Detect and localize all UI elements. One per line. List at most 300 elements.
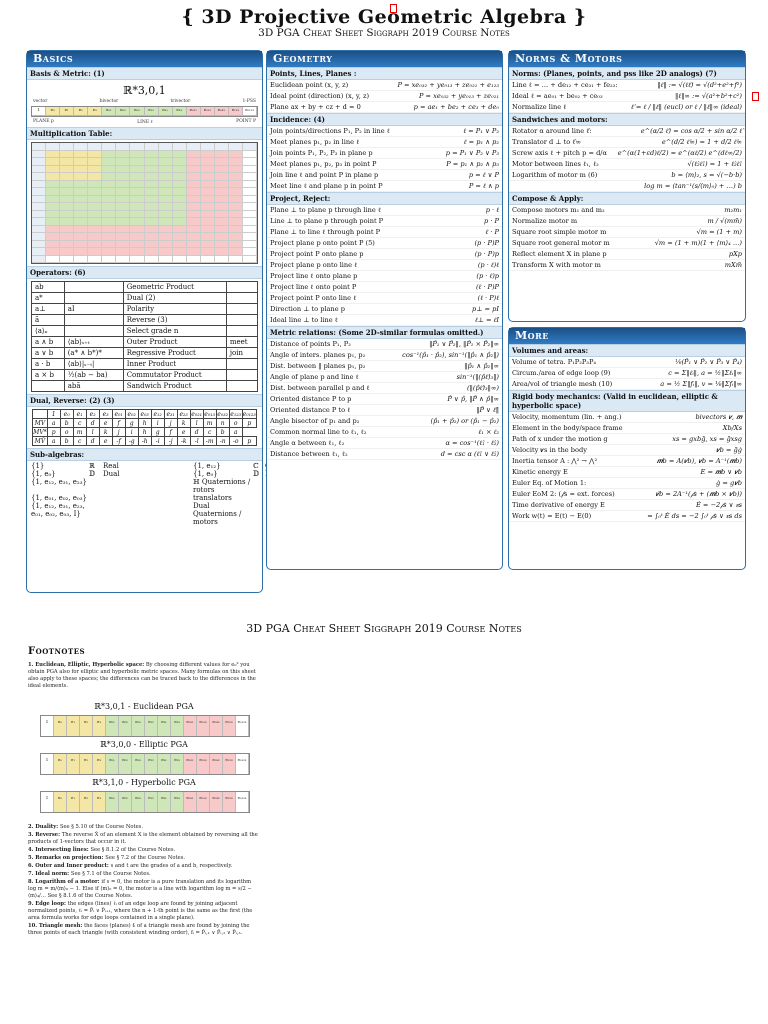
formula-expression: ℓ = p₁ ∧ p₂ bbox=[463, 138, 499, 146]
formula-label: Oriented distance P to p bbox=[270, 395, 352, 403]
dual-header-cell: e₀₂₁ bbox=[191, 410, 203, 418]
mult-cell bbox=[102, 188, 116, 196]
mult-cell bbox=[102, 203, 116, 211]
operator-alt: ⟨ab⟩ₛ₊ₜ bbox=[64, 337, 123, 348]
operator-extra bbox=[226, 282, 257, 293]
basis-cell: e₀₃ bbox=[130, 107, 144, 116]
subalgebra-cell: ℂ bbox=[253, 462, 259, 470]
mult-cell bbox=[102, 248, 116, 256]
mult-cell bbox=[32, 248, 46, 256]
formula-expression: E = 𝒎b ∨ 𝒗b bbox=[700, 468, 742, 476]
subalgebra-cell: {1, e₁₂} bbox=[193, 462, 221, 470]
footnote-text: The reverse X̃ of an element X is the element obtained by reversing all the products of 1-vectors that occur in it. bbox=[28, 832, 258, 845]
mult-cell bbox=[243, 241, 257, 249]
formula-row bbox=[509, 478, 745, 489]
formula-row bbox=[267, 438, 502, 449]
signature-cell: 1 bbox=[41, 716, 54, 736]
mult-cell bbox=[130, 188, 144, 196]
mult-cell bbox=[60, 241, 74, 249]
mult-cell bbox=[60, 173, 74, 181]
mult-cell bbox=[60, 151, 74, 159]
formula-label: Dist. between parallel p and ℓ bbox=[270, 384, 370, 392]
mult-cell bbox=[215, 143, 229, 151]
mult-cell bbox=[74, 248, 88, 256]
signature-cell: e₀₃ bbox=[132, 754, 145, 774]
dual-cell: j bbox=[164, 419, 177, 428]
mult-cell bbox=[201, 173, 215, 181]
subalgebra-cell bbox=[103, 494, 193, 502]
mult-cell bbox=[116, 233, 130, 241]
basis-cell: e₃ bbox=[88, 107, 102, 116]
operator-extra: join bbox=[226, 348, 257, 359]
basis-cell: e₀₁₃ bbox=[201, 107, 215, 116]
signature-cell: 1 bbox=[41, 792, 54, 812]
mult-cell bbox=[215, 151, 229, 159]
section-title: Project, Reject: bbox=[267, 192, 502, 205]
mult-cell bbox=[187, 218, 201, 226]
dual-header-cell: e₀₃₂ bbox=[217, 410, 229, 418]
signature-cell: e₀₁₃ bbox=[197, 754, 210, 774]
formula-row bbox=[509, 260, 745, 271]
subalgebra-cell: 𝔻 bbox=[89, 470, 96, 478]
dual-cell: i bbox=[151, 419, 164, 428]
signature-cell: e₀ bbox=[54, 754, 67, 774]
mult-cell bbox=[116, 158, 130, 166]
formula-row bbox=[509, 445, 745, 456]
footnote-title: 7. Ideal norm: bbox=[28, 871, 71, 877]
formula-expression: (ℓ · P)P bbox=[475, 283, 499, 291]
grade-label: 1-PSS bbox=[242, 99, 256, 104]
mult-cell bbox=[130, 218, 144, 226]
formula-label: Kinetic energy E bbox=[512, 468, 568, 476]
mult-cell bbox=[88, 256, 102, 264]
operator-row bbox=[32, 348, 258, 359]
footnote-title: 1. Euclidean, Elliptic, Hyperbolic space: bbox=[28, 662, 145, 668]
formula-row bbox=[267, 148, 502, 159]
mult-cell bbox=[215, 233, 229, 241]
mult-cell bbox=[229, 211, 243, 219]
formula-row bbox=[509, 500, 745, 511]
formula-label: Meet planes p₁, p₂, p₃ in point P bbox=[270, 160, 377, 168]
mult-cell bbox=[46, 256, 60, 264]
footnote-text: s and t are the grades of a and b, respectively. bbox=[110, 863, 233, 869]
mult-cell bbox=[74, 218, 88, 226]
mult-cell bbox=[145, 241, 159, 249]
formula-label: Join line ℓ and point P in plane p bbox=[270, 171, 379, 179]
formula-label: Euler Eq. of Motion 1: bbox=[512, 479, 587, 487]
dual-cell: m bbox=[203, 419, 216, 428]
operator-extra bbox=[226, 293, 257, 304]
subalgebra-cell bbox=[253, 494, 265, 502]
dual-cell: b bbox=[60, 419, 73, 428]
mult-cell bbox=[187, 241, 201, 249]
signature-cell: e₀ bbox=[54, 716, 67, 736]
mult-cell bbox=[46, 226, 60, 234]
subalgebra-cell: Dual bbox=[103, 470, 120, 478]
formula-label: Direction ⊥ to plane p bbox=[270, 305, 345, 313]
operator-alt bbox=[64, 293, 123, 304]
mult-cell bbox=[130, 151, 144, 159]
signature-cell: e₀₁ bbox=[106, 792, 119, 812]
operator-row bbox=[32, 282, 258, 293]
mult-cell bbox=[159, 211, 173, 219]
formula-row bbox=[509, 102, 745, 113]
mult-cell bbox=[173, 166, 187, 174]
formula-label: Meet planes p₁, p₂ in line ℓ bbox=[270, 138, 360, 146]
signature-cell: e₁₂ bbox=[145, 754, 158, 774]
formula-expression: (p̂₁ + p̂₂) or (p̂₁ − p̂₂) bbox=[430, 417, 499, 425]
mult-cell bbox=[229, 241, 243, 249]
mult-cell bbox=[173, 248, 187, 256]
signature-cell: e₂ bbox=[80, 754, 93, 774]
mult-cell bbox=[74, 158, 88, 166]
dual-header-cell: e₀₁₂₃ bbox=[242, 410, 256, 418]
dual-cell: l bbox=[190, 419, 203, 428]
dual-header-cell: 1 bbox=[47, 410, 60, 419]
annotation-marker bbox=[752, 92, 759, 101]
mult-cell bbox=[32, 241, 46, 249]
mult-cell bbox=[88, 248, 102, 256]
mult-cell bbox=[215, 181, 229, 189]
footnote-text: the faces (planes) fᵢ of a triangle mesh are found by joining the three points of each triangle (with consistent winding order), fᵢ = P̂ᵢ,₁ ∨ P̂ᵢ,₂ ∨ P̂ᵢ,₃. bbox=[28, 923, 250, 936]
dual-cell: a bbox=[47, 437, 60, 446]
mult-cell bbox=[130, 226, 144, 234]
mult-cell bbox=[46, 181, 60, 189]
mult-cell bbox=[88, 188, 102, 196]
signature-elliptic-table bbox=[40, 753, 250, 775]
operator-alt: ½(ab − ba) bbox=[64, 370, 123, 381]
mult-cell bbox=[187, 211, 201, 219]
mult-cell bbox=[74, 211, 88, 219]
mult-cell bbox=[145, 143, 159, 151]
signature-euclidean-table bbox=[40, 715, 250, 737]
signature-cell: e₁₂₃ bbox=[223, 754, 236, 774]
mult-cell bbox=[229, 166, 243, 174]
signature-cell: e₀₂ bbox=[119, 754, 132, 774]
mult-cell bbox=[243, 196, 257, 204]
operator-extra bbox=[226, 381, 257, 392]
mult-cell bbox=[243, 248, 257, 256]
formula-label: Distance of points P₁, P₂ bbox=[270, 340, 351, 348]
mult-cell bbox=[102, 218, 116, 226]
signature-cell: e₃₁ bbox=[158, 754, 171, 774]
footnote-title: 5. Remarks on projection: bbox=[28, 855, 106, 861]
dual-cell: -h bbox=[138, 437, 151, 446]
footnotes-list bbox=[28, 824, 260, 938]
formula-expression: √m = (1 + m)(1 + ⟨m⟩₄ …) bbox=[654, 239, 742, 247]
mult-cell bbox=[46, 158, 60, 166]
formula-expression: ℓ₁ × ℓ₂ bbox=[478, 428, 499, 436]
formula-label: Reflect element X in plane p bbox=[512, 250, 607, 258]
more-heading: More bbox=[509, 328, 745, 344]
formula-row bbox=[267, 227, 502, 238]
mult-cell bbox=[187, 173, 201, 181]
operator-row bbox=[32, 315, 258, 326]
formula-expression: = ∫₀ᵗ Ė ds = −2 ∫₀ᵗ 𝒻s ∨ 𝒗s ds bbox=[647, 512, 742, 520]
formula-label: Project plane p onto point P (5) bbox=[270, 239, 375, 247]
operator-symbol: a · b bbox=[32, 359, 65, 370]
footnote-1 bbox=[28, 662, 260, 690]
mult-cell bbox=[229, 151, 243, 159]
dual-cell: h bbox=[138, 419, 151, 428]
operator-extra bbox=[226, 304, 257, 315]
footnote-text: See § 8.1.2 of the Course Notes. bbox=[90, 847, 176, 853]
operator-alt bbox=[64, 282, 123, 293]
dual-header-cell: e₃₁ bbox=[164, 410, 177, 419]
basis-cell: 1 bbox=[32, 107, 46, 116]
mult-cell bbox=[102, 256, 116, 264]
mult-cell bbox=[187, 233, 201, 241]
operator-name: Commutator Product bbox=[123, 370, 226, 381]
mult-cell bbox=[229, 226, 243, 234]
norms-heading: Norms & Motors bbox=[509, 51, 745, 67]
mult-cell bbox=[173, 226, 187, 234]
dual-cell: b bbox=[216, 428, 229, 437]
formula-row bbox=[267, 126, 502, 137]
formula-expression: a = ½ Σ‖fᵢ‖, v = ⅙‖Σfᵢ‖∞ bbox=[660, 380, 742, 388]
formula-expression: (p · P)p bbox=[474, 250, 499, 258]
mult-cell bbox=[32, 158, 46, 166]
formula-expression: ‖ℓ‖∞ := √(a²+b²+c²) bbox=[675, 92, 742, 100]
formula-expression: sin⁻¹(‖(p̂ℓ̂)₃‖) bbox=[456, 373, 499, 381]
operator-symbol: ⟨a⟩ₙ bbox=[32, 326, 65, 337]
dual-row bbox=[33, 428, 257, 437]
mult-cell bbox=[145, 166, 159, 174]
dual-cell: d bbox=[190, 428, 203, 437]
signature-cell: e₀₃₂ bbox=[210, 792, 223, 812]
formula-label: Velocity, momentum (lin. + ang.) bbox=[512, 413, 622, 421]
formula-expression: cos⁻¹(p̂₁ · p̂₂), sin⁻¹(‖p̂₁ ∧ p̂₂‖) bbox=[402, 351, 499, 359]
subalgebra-cell bbox=[253, 478, 265, 494]
formula-row bbox=[509, 379, 745, 390]
formula-expression: p = P₁ ∨ P₂ ∨ P₃ bbox=[445, 149, 499, 157]
mult-cell bbox=[187, 151, 201, 159]
formula-row bbox=[267, 350, 502, 361]
dual-cell: -k bbox=[177, 437, 190, 446]
mult-cell bbox=[145, 151, 159, 159]
mult-cell bbox=[243, 233, 257, 241]
dual-cell: f bbox=[112, 419, 125, 428]
dual-cell: -l bbox=[190, 437, 203, 446]
mult-cell bbox=[215, 226, 229, 234]
formula-expression: c = Σ‖ℓᵢ‖, a = ½‖Σℓᵢ‖∞ bbox=[668, 369, 742, 377]
mult-cell bbox=[32, 151, 46, 159]
space-legend bbox=[27, 119, 262, 125]
formula-expression: P = xe₀₃₂ + ye₀₁₃ + ze₀₂₁ + e₁₂₃ bbox=[397, 81, 499, 89]
mult-cell bbox=[116, 166, 130, 174]
mult-cell bbox=[88, 241, 102, 249]
operator-symbol: ab bbox=[32, 282, 65, 293]
signature-cell: e₃₁ bbox=[158, 792, 171, 812]
signature-cell: e₀₂₁ bbox=[184, 792, 197, 812]
footnote bbox=[28, 855, 260, 862]
mult-cell bbox=[159, 256, 173, 264]
formula-row bbox=[267, 304, 502, 315]
mult-cell bbox=[32, 218, 46, 226]
dual-header-cell: e₂₃ bbox=[177, 410, 190, 419]
formula-row bbox=[509, 489, 745, 500]
mult-cell bbox=[229, 181, 243, 189]
footnote bbox=[28, 901, 260, 922]
dual-cell: -i bbox=[151, 437, 164, 446]
mult-cell bbox=[187, 166, 201, 174]
formula-label: Project line ℓ onto point P bbox=[270, 283, 357, 291]
mult-cell bbox=[201, 226, 215, 234]
formula-expression: (p · P)P bbox=[474, 239, 499, 247]
formula-expression: e^(α(1+εd)ℓ/2) = e^(αℓ/2) e^(dℓ∞/2) bbox=[617, 149, 742, 157]
mult-cell bbox=[102, 143, 116, 151]
subalgebra-cell: ℍ Quaternions / rotors bbox=[193, 478, 251, 494]
mult-cell bbox=[159, 158, 173, 166]
formula-label: Plane ⊥ to line ℓ through point P bbox=[270, 228, 381, 236]
formula-expression: Xb/Xs bbox=[722, 424, 742, 432]
formula-label: Line ⊥ to plane p through point P bbox=[270, 217, 384, 225]
dual-cell: p bbox=[242, 437, 256, 446]
formula-row bbox=[267, 293, 502, 304]
mult-cell bbox=[229, 196, 243, 204]
mult-cell bbox=[130, 181, 144, 189]
formula-expression: p⊥ = pI bbox=[472, 305, 499, 313]
formula-row bbox=[267, 405, 502, 416]
operator-alt: aI bbox=[64, 304, 123, 315]
formula-expression: log m = (tan⁻¹(s/⟨m⟩₀) + …) b bbox=[644, 182, 742, 190]
dual-header-cell: e₃ bbox=[99, 410, 112, 419]
mult-cell bbox=[201, 166, 215, 174]
operator-alt bbox=[64, 326, 123, 337]
formula-label: Angle of inters. planes p₁, p₂ bbox=[270, 351, 366, 359]
footnote-title: 2. Duality: bbox=[28, 824, 60, 830]
mult-cell bbox=[74, 256, 88, 264]
mult-cell bbox=[215, 248, 229, 256]
basis-cell: e₁₂₃ bbox=[229, 107, 243, 116]
mult-cell bbox=[145, 181, 159, 189]
mult-cell bbox=[60, 211, 74, 219]
formula-label: Join points/directions P₁, P₂ in line ℓ bbox=[270, 127, 390, 135]
mult-cell bbox=[173, 158, 187, 166]
dual-row-label: MV bbox=[34, 419, 46, 427]
mult-cell bbox=[215, 218, 229, 226]
dual-cell: -o bbox=[229, 437, 242, 446]
formula-expression: (‖(p̂ℓ̂)₃‖∞) bbox=[467, 384, 499, 392]
operator-name: Geometric Product bbox=[123, 282, 226, 293]
dual-cell: b bbox=[60, 437, 73, 446]
signature-hyperbolic-table bbox=[40, 791, 250, 813]
operator-row bbox=[32, 381, 258, 392]
subalgebra-cell: {1, e₀₁, e₀₂, e₀₃} bbox=[31, 494, 87, 502]
mult-cell bbox=[74, 226, 88, 234]
subalgebra-cell: {1, e₀} bbox=[193, 470, 218, 478]
mult-cell bbox=[46, 203, 60, 211]
mult-cell bbox=[46, 218, 60, 226]
mult-cell bbox=[116, 241, 130, 249]
dual-cell: e bbox=[99, 437, 112, 446]
operator-alt bbox=[64, 315, 123, 326]
mult-cell bbox=[243, 173, 257, 181]
footnote-text: See § 7.2 of the Course Notes. bbox=[105, 855, 186, 861]
subalgebras-label: Sub-algebras: bbox=[27, 448, 262, 461]
mult-cell bbox=[159, 203, 173, 211]
mult-cell bbox=[159, 166, 173, 174]
formula-expression: p = ae₁ + be₂ + ce₃ + de₀ bbox=[413, 103, 499, 111]
footnote-title: 3. Reverse: bbox=[28, 832, 62, 838]
formula-row bbox=[267, 427, 502, 438]
space-label: POINT P bbox=[236, 119, 256, 124]
mult-cell bbox=[201, 143, 215, 151]
mult-cell bbox=[173, 256, 187, 264]
mult-cell bbox=[116, 248, 130, 256]
footnotes-heading: Footnotes bbox=[28, 646, 86, 657]
dual-cell: a bbox=[229, 428, 242, 437]
operator-symbol: a* bbox=[32, 293, 65, 304]
subalgebra-cell bbox=[103, 478, 193, 494]
formula-row bbox=[267, 271, 502, 282]
dual-cell: n bbox=[216, 419, 229, 428]
dual-cell: a bbox=[47, 419, 60, 428]
dual-cell: p bbox=[47, 428, 60, 437]
formula-row bbox=[509, 238, 745, 249]
signature-cell: e₂₃ bbox=[171, 716, 184, 736]
formula-label: Distance between ℓ₁, ℓ₂ bbox=[270, 450, 348, 458]
mult-cell bbox=[116, 196, 130, 204]
mult-cell bbox=[102, 196, 116, 204]
norms-body bbox=[509, 67, 745, 271]
formula-expression: p · ℓ bbox=[485, 206, 499, 214]
mult-cell bbox=[215, 166, 229, 174]
mult-cell bbox=[130, 166, 144, 174]
formula-expression: √(ℓ̂₂ℓ̂₁) = 1 + ℓ̂₂ℓ̂₁ bbox=[687, 160, 742, 168]
mult-cell bbox=[229, 173, 243, 181]
formula-row bbox=[509, 434, 745, 445]
mult-cell bbox=[32, 181, 46, 189]
formula-expression: Ė = −2𝒻s ∨ 𝒗s bbox=[695, 501, 742, 509]
formula-row bbox=[509, 148, 745, 159]
grade-legend bbox=[27, 99, 262, 104]
mult-cell bbox=[243, 151, 257, 159]
subalgebras-list bbox=[27, 461, 262, 527]
mult-cell bbox=[229, 158, 243, 166]
footnote-text: if s = 0, the motor is a pure translation and its logarithm log m = m/⟨m⟩₀ − 1. Else if ⟨m⟩₀ = 0, the motor is a line with logarithm log m = s/2 − ⟨m⟩₄/… See § 8.1.6 of the Course Notes. bbox=[28, 879, 252, 899]
dual-row bbox=[33, 437, 257, 446]
mult-cell bbox=[145, 173, 159, 181]
dual-cell: p bbox=[242, 419, 256, 428]
dual-reverse-label: Dual, Reverse: (2) (3) bbox=[27, 394, 262, 407]
mult-cell bbox=[102, 241, 116, 249]
geometry-heading: Geometry bbox=[267, 51, 502, 67]
mult-cell bbox=[74, 143, 88, 151]
dual-header-cell: e₂ bbox=[86, 410, 99, 419]
mult-cell bbox=[243, 158, 257, 166]
mult-cell bbox=[130, 143, 144, 151]
operator-extra bbox=[226, 359, 257, 370]
mult-cell bbox=[60, 226, 74, 234]
formula-row bbox=[509, 456, 745, 467]
formula-expression: P = ℓ ∧ p bbox=[468, 182, 499, 190]
space-label: LINE ℓ bbox=[137, 120, 153, 125]
mult-cell bbox=[201, 218, 215, 226]
mult-cell bbox=[116, 226, 130, 234]
footnote-text: By choosing different values for e₀² you obtain PGA also for elliptic and hyperbolic metric spaces. Many formulas on this sheet also apply to these spaces; the differences can be traced back to the differences in the ideal elements. bbox=[28, 662, 256, 689]
operator-alt: ⟨ab⟩|ₛ₋ₜ| bbox=[64, 359, 123, 370]
subalgebra-cell: Real bbox=[103, 462, 119, 470]
mult-cell bbox=[102, 181, 116, 189]
operator-symbol: a ∧ b bbox=[32, 337, 65, 348]
section-title: Norms: (Planes, points, and pss like 2D analogs) (7) bbox=[509, 67, 745, 80]
subalgebra-cell: {1, e₁₂, e₃₁, e₂₃} bbox=[31, 478, 87, 486]
mult-cell bbox=[60, 166, 74, 174]
signature-cell: e₁₂₃ bbox=[223, 716, 236, 736]
mult-cell bbox=[102, 226, 116, 234]
mult-cell bbox=[116, 143, 130, 151]
